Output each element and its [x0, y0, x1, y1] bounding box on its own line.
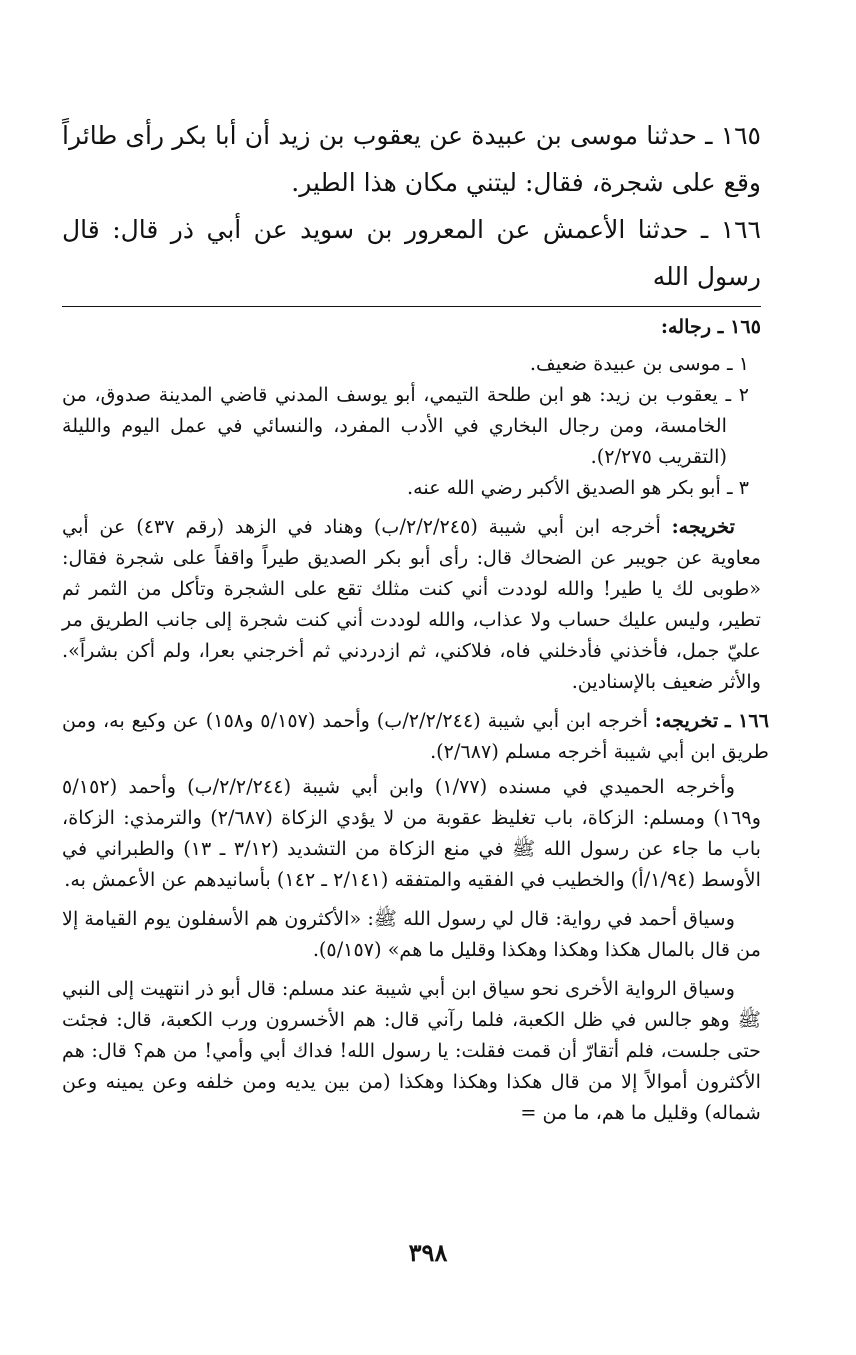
- narrator-1: ١ ـ موسى بن عبيدة ضعيف.: [529, 352, 749, 375]
- footnote-separator: [62, 306, 761, 307]
- takhrij-166-number: ١٦٦ ـ: [725, 709, 769, 732]
- takhrij-166-text: أخرجه ابن أبي شيبة (٢/٢/٢٤٤/ب) وأحمد (٥/١٥٧ و١٥٨) عن وكيع به، ومن طريق ابن أبي شيبة أخرجه مسلم (٢/٦٨٧).: [62, 709, 769, 763]
- para-muslim: وسياق الرواية الأخرى نحو سياق ابن أبي شيبة عند مسلم: قال أبو ذر انتهيت إلى النبي ﷺ وهو جالس في ظل الكعبة، فلما رآني قال: هم الأخسرون ورب الكعبة، قال: فجئت حتى جلست، فلم أتقارّ أن قمت فقلت: يا رسول الله! فداك أبي وأمي! من هم؟ قال: هم الأكثرون أموالاً إلا من قال هكذا وهكذا وهكذا (من بين يديه ومن خلفه وعن يمينه وعن شماله) وقليل ما هم، ما من =: [62, 977, 761, 1124]
- takhrij-165: [62, 511, 761, 697]
- page-body: [62, 112, 769, 1128]
- narrator-3: ٣ ـ أبو بكر هو الصديق الأكبر رضي الله عنه.: [407, 476, 749, 499]
- narrator-2: ٢ ـ يعقوب بن زيد: هو ابن طلحة التيمي، أبو يوسف المدني قاضي المدينة صدوق، من الخامسة، ومن رجال البخاري في الأدب المفرد، والنسائي في عمل اليوم والليلة (التقريب ٢/٢٧٥).: [62, 383, 749, 468]
- narrators-heading: ١٦٥ ـ رجاله:: [660, 315, 761, 338]
- hadith-166: ١٦٦ ـ حدثنا الأعمش عن المعرور بن سويد عن أبي ذر قال: قال رسول الله: [62, 215, 761, 291]
- takhrij-166: [62, 705, 769, 767]
- para-humaydi: وأخرجه الحميدي في مسنده (١/٧٧) وابن أبي شيبة (٢/٢/٢٤٤/ب) وأحمد (٥/١٥٢ و١٦٩) ومسلم: الزكاة، باب تغليظ عقوبة من لا يؤدي الزكاة (٢/٦٨٧) والترمذي: الزكاة، باب ما جاء عن رسول الله ﷺ في منع الزكاة من التشديد (٣/١٢ ـ ١٣) والطبراني في الأوسط (١/٩٤/أ) والخطيب في الفقيه والمتفقه (٢/١٤١ ـ ١٤٢) بأسانيدهم عن الأعمش به.: [62, 775, 762, 891]
- main-text: [62, 112, 761, 300]
- takhrij-166-label: تخريجه:: [654, 709, 719, 732]
- page-number: ٣٩٨: [408, 1238, 448, 1267]
- para-ahmad: وسياق أحمد في رواية: قال لي رسول الله ﷺ: «الأكثرون هم الأسفلون يوم القيامة إلا من قال بالمال هكذا وهكذا وهكذا وقليل ما هم» (٥/١٥٧).: [62, 907, 761, 961]
- hadith-165: ١٦٥ ـ حدثنا موسى بن عبيدة عن يعقوب بن زيد أن أبا بكر رأى طائراً وقع على شجرة، فقال: ليتني مكان هذا الطير.: [62, 121, 761, 197]
- takhrij-165-label: تخريجه:: [671, 515, 735, 538]
- takhrij-165-text: أخرجه ابن أبي شيبة (٢/٢/٢٤٥/ب) وهناد في الزهد (رقم ٤٣٧) عن أبي معاوية عن جويبر عن الضحاك قال: رأى أبو بكر الصديق طيراً واقفاً على شجرة فقال: «طوبى لك يا طير! والله لوددت أني كنت مثلك تقع على الشجرة وتأكل من الثمر ثم تطير، وليس عليك حساب ولا عذاب، والله لوددت أني كنت شجرة إلى جانب الطريق مر عليّ جمل، فأخذني فأدخلني فاه، فلاكني، ثم ازدردني ثم أخرجني بعرا، ولم أكن بشراً». والأثر ضعيف بالإسنادين.: [62, 515, 761, 693]
- footnotes: [62, 311, 769, 1128]
